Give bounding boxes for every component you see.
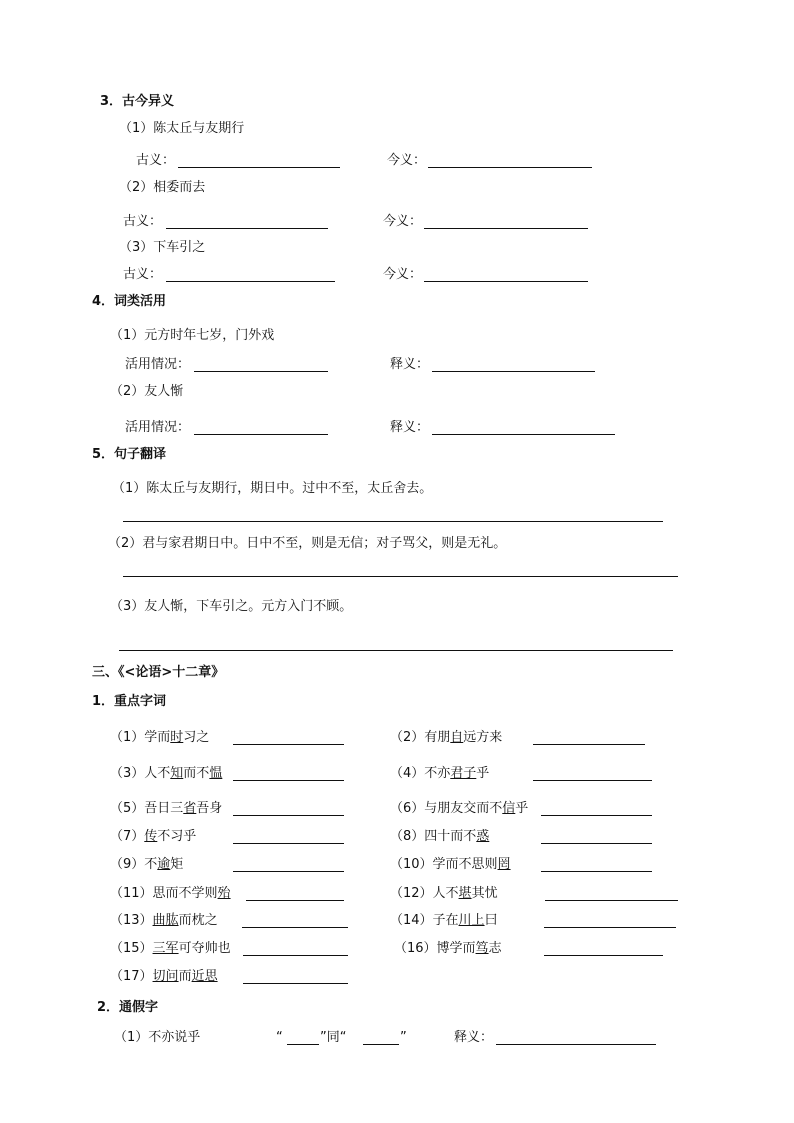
word-item: （6）与朋友交而不信乎 xyxy=(390,801,529,816)
sentence: （1）陈太丘与友期行，期日中。过中不至，太丘舍去。 xyxy=(112,481,433,496)
use-label: 活用情况： xyxy=(125,357,191,372)
answer-blank[interactable] xyxy=(533,744,645,745)
part-title-lunyu: 三、《<论语>十二章》 xyxy=(92,665,225,680)
meaning-label: 释义： xyxy=(390,420,430,435)
section-title-cileihuoyong: 4．词类活用 xyxy=(92,294,167,309)
word-item: （14）子在川上曰 xyxy=(390,913,498,928)
tongjia-quote-open: “ xyxy=(276,1030,283,1045)
meaning-label: 释义： xyxy=(390,357,430,372)
word-item: （7）传不习乎 xyxy=(110,829,197,844)
answer-blank[interactable] xyxy=(432,371,595,372)
word-item: （12）人不堪其忧 xyxy=(390,886,498,901)
translation-line[interactable] xyxy=(119,650,673,651)
word-item: （5）吾日三省吾身 xyxy=(110,801,223,816)
jin-label: 今义： xyxy=(387,153,427,168)
answer-blank[interactable] xyxy=(363,1044,399,1045)
subsection-title-zhongdianzici: 1．重点字词 xyxy=(92,694,167,709)
answer-blank[interactable] xyxy=(432,434,615,435)
item-label: （1）陈太丘与友期行 xyxy=(119,121,245,136)
sentence: （3）友人惭，下车引之。元方入门不顾。 xyxy=(110,599,353,614)
answer-blank[interactable] xyxy=(541,815,652,816)
answer-blank[interactable] xyxy=(246,900,344,901)
gu-label: 古义： xyxy=(123,214,163,229)
word-item: （8）四十而不惑 xyxy=(390,829,490,844)
translation-line[interactable] xyxy=(123,576,678,577)
word-item: （2）有朋自远方来 xyxy=(390,730,503,745)
jin-label: 今义： xyxy=(383,267,423,282)
item-label: （2）相委而去 xyxy=(119,180,206,195)
gu-label: 古义： xyxy=(123,267,163,282)
answer-blank[interactable] xyxy=(496,1044,656,1045)
answer-blank[interactable] xyxy=(544,955,663,956)
sentence: （2）君与家君期日中。日中不至，则是无信；对子骂父，则是无礼。 xyxy=(108,536,507,551)
translation-line[interactable] xyxy=(123,521,663,522)
answer-blank[interactable] xyxy=(424,281,588,282)
use-label: 活用情况： xyxy=(125,420,191,435)
answer-blank[interactable] xyxy=(233,744,344,745)
word-item: （9）不逾矩 xyxy=(110,857,184,872)
subsection-title-tongjiazi: 2．通假字 xyxy=(97,1000,159,1015)
answer-blank[interactable] xyxy=(233,871,344,872)
item-label: （3）下车引之 xyxy=(119,240,206,255)
answer-blank[interactable] xyxy=(233,780,344,781)
word-item: （3）人不知而不愠 xyxy=(110,766,223,781)
answer-blank[interactable] xyxy=(166,281,335,282)
word-item: （10）学而不思则罔 xyxy=(390,857,511,872)
answer-blank[interactable] xyxy=(194,434,328,435)
answer-blank[interactable] xyxy=(428,167,592,168)
word-item: （4）不亦君子乎 xyxy=(390,766,490,781)
word-item: （16）博学而笃志 xyxy=(394,941,502,956)
answer-blank[interactable] xyxy=(233,815,344,816)
section-title-gujinyiyi: 3．古今异义 xyxy=(100,94,175,109)
answer-blank[interactable] xyxy=(541,843,652,844)
answer-blank[interactable] xyxy=(242,927,348,928)
answer-blank[interactable] xyxy=(233,843,344,844)
answer-blank[interactable] xyxy=(533,780,652,781)
answer-blank[interactable] xyxy=(178,167,340,168)
answer-blank[interactable] xyxy=(287,1044,319,1045)
word-item: （11）思而不学则殆 xyxy=(110,886,231,901)
answer-blank[interactable] xyxy=(166,228,328,229)
section-title-juzifanyi: 5．句子翻译 xyxy=(92,447,167,462)
answer-blank[interactable] xyxy=(243,955,348,956)
word-item: （1）学而时习之 xyxy=(110,730,210,745)
gu-label: 古义： xyxy=(136,153,176,168)
item-label: （2）友人惭 xyxy=(110,384,184,399)
answer-blank[interactable] xyxy=(541,871,652,872)
item-label: （1）元方时年七岁，门外戏 xyxy=(110,328,275,343)
jin-label: 今义： xyxy=(383,214,423,229)
tongjia-quote-close: ” xyxy=(400,1030,407,1045)
answer-blank[interactable] xyxy=(194,371,328,372)
answer-blank[interactable] xyxy=(243,983,348,984)
answer-blank[interactable] xyxy=(424,228,588,229)
meaning-label: 释义： xyxy=(454,1030,494,1045)
tongjia-tong: ”同“ xyxy=(320,1030,347,1045)
answer-blank[interactable] xyxy=(544,927,676,928)
answer-blank[interactable] xyxy=(545,900,678,901)
word-item: （13）曲肱而枕之 xyxy=(110,913,218,928)
item-label: （1）不亦说乎 xyxy=(114,1030,201,1045)
word-item: （17）切问而近思 xyxy=(110,969,218,984)
word-item: （15）三军可夺帅也 xyxy=(110,941,231,956)
